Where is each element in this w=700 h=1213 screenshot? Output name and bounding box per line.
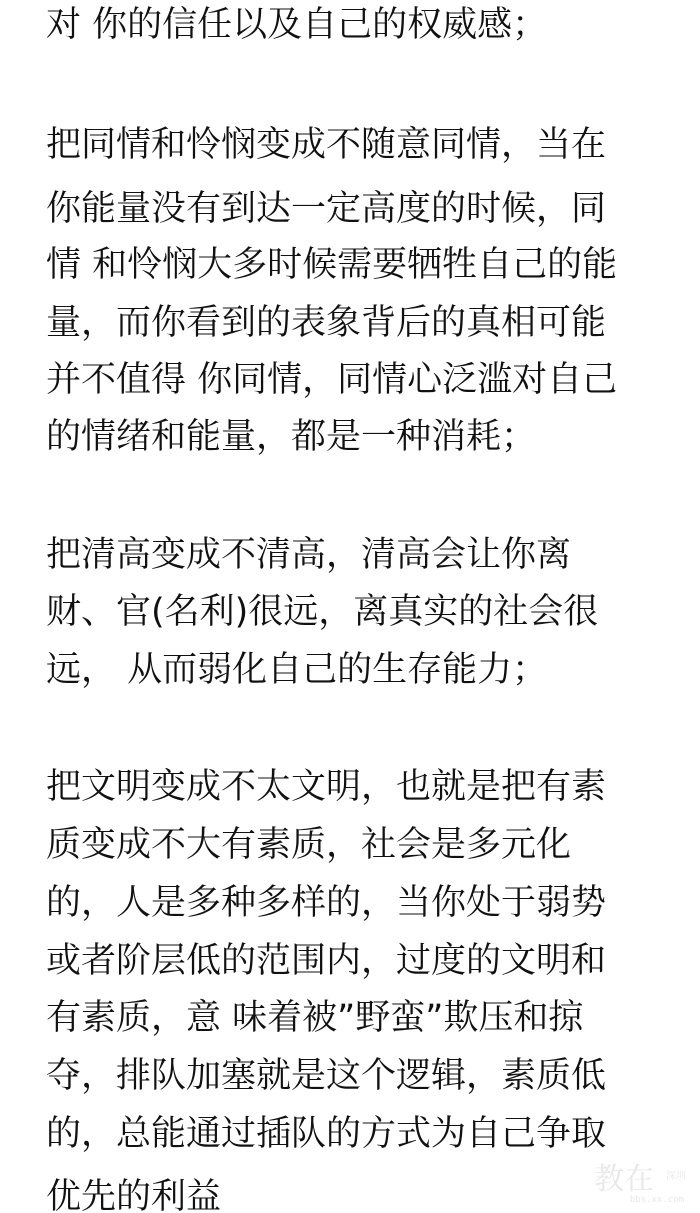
text-line: 财、官(名利)很远，离真实的社会很 (46, 592, 599, 632)
text-line: 你能量没有到达一定高度的时候，同 (46, 189, 607, 229)
text-line: 夺，排队加塞就是这个逻辑，素质低 (46, 1056, 607, 1096)
text-line: 情 和怜悯大多时候需要牺牲自己的能 (46, 245, 618, 285)
text-line: 远， 从而弱化自己的生存能力； (46, 650, 548, 690)
watermark-url-text: bbs.xx.com (629, 1195, 684, 1205)
text-line: 量，而你看到的表象背后的真相可能 (46, 303, 607, 343)
text-line: 有素质，意 味着被”野蛮”欺压和掠 (46, 998, 584, 1038)
text-line: 把同情和怜悯变成不随意同情，当在 (46, 125, 607, 165)
text-line: 质变成不大有素质，社会是多元化 (46, 825, 572, 865)
text-line: 或者阶层低的范围内，过度的文明和 (46, 941, 607, 981)
text-line: 把清高变成不清高，清高会让你离 (46, 535, 572, 575)
text-line: 把文明变成不太文明，也就是把有素 (46, 767, 607, 807)
text-line: 对 你的信任以及自己的权威感； (46, 5, 548, 45)
text-line: 优先的利益 (46, 1177, 222, 1213)
watermark-main-text: 教在 (594, 1162, 654, 1197)
watermark-logo (594, 1163, 686, 1203)
watermark-city-text: 深圳 (666, 1171, 686, 1182)
text-line: 的，人是多种多样的，当你处于弱势 (46, 883, 607, 923)
text-line: 并不值得 你同情，同情心泛滥对自己 (46, 360, 618, 400)
text-line: 的，总能通过插队的方式为自己争取 (46, 1114, 607, 1154)
text-line: 的情绪和能量，都是一种消耗； (46, 417, 537, 457)
